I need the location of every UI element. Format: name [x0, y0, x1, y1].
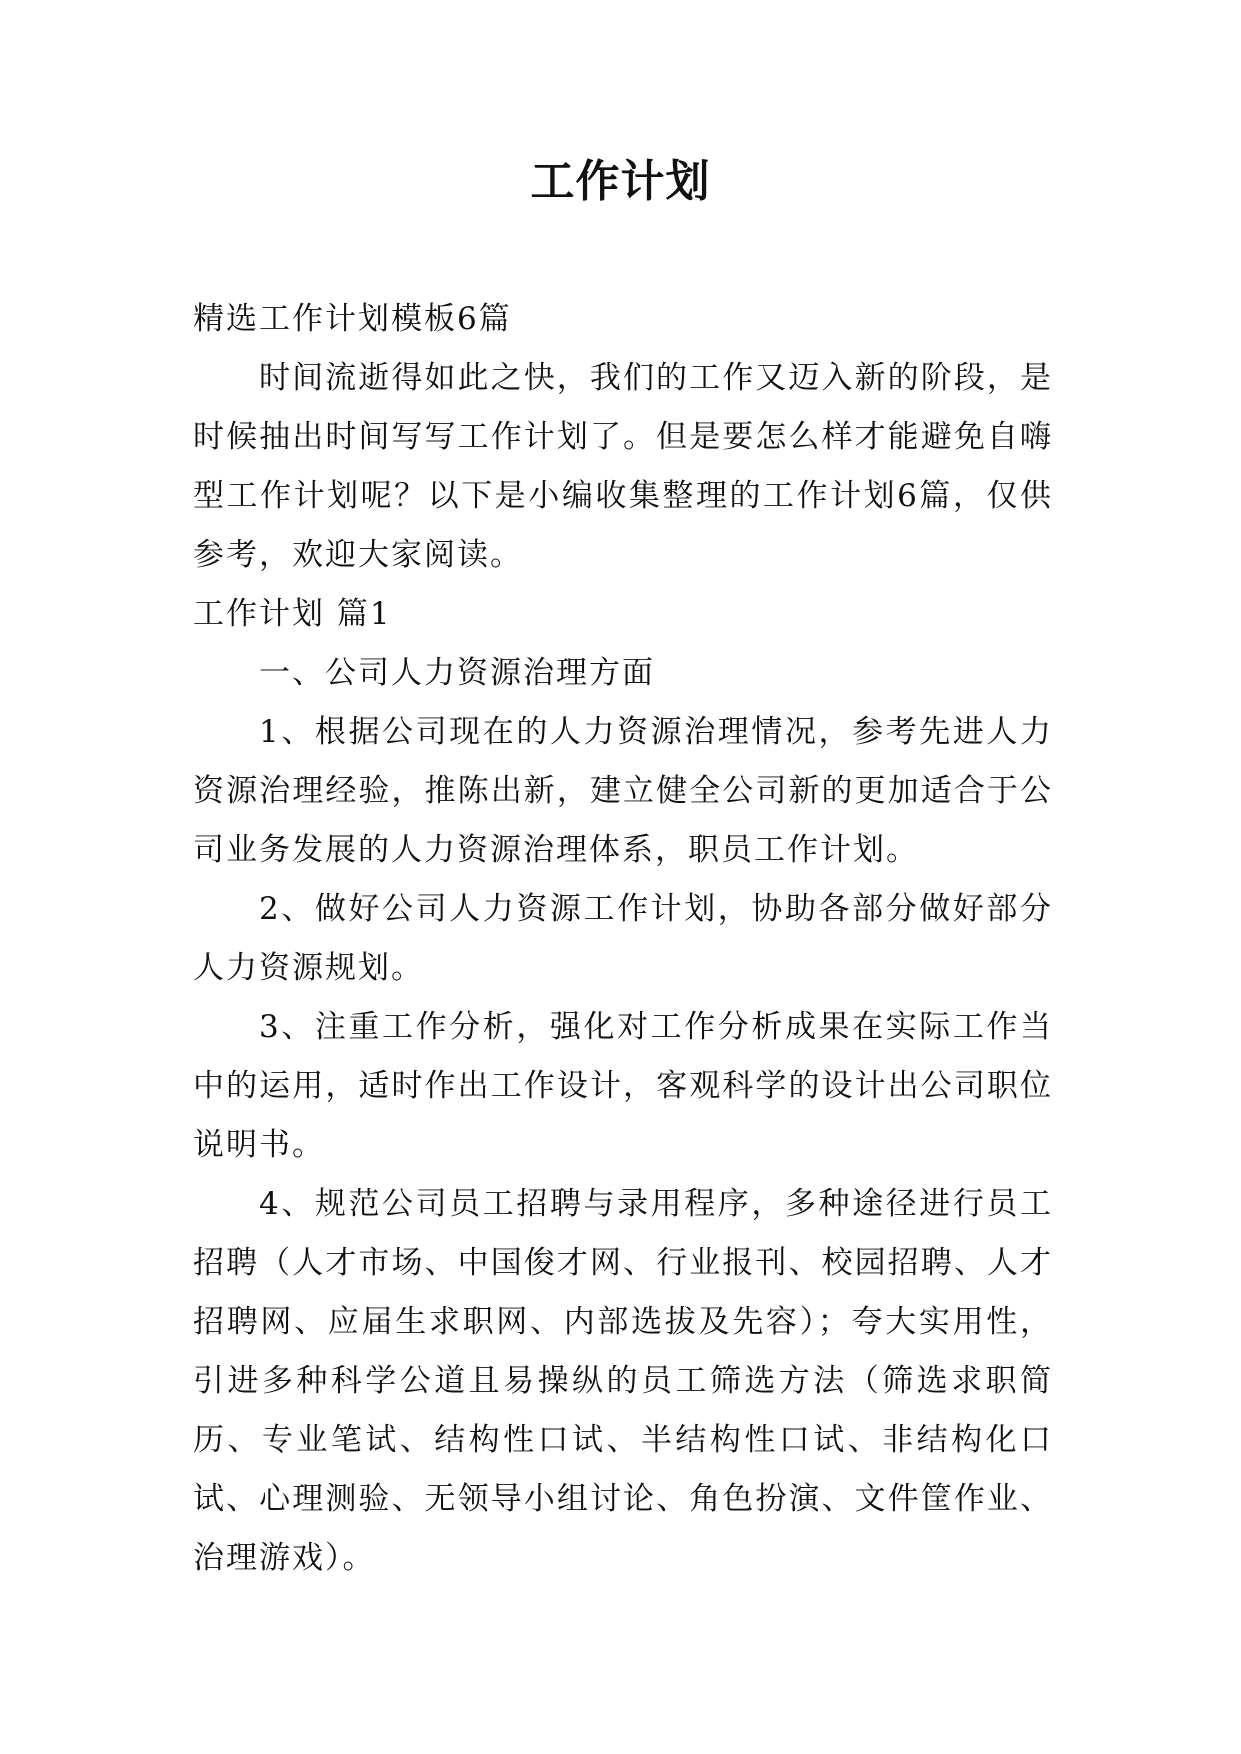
subsection-heading: 一、公司人力资源治理方面	[259, 655, 655, 691]
section-heading: 工作计划 篇1	[193, 596, 392, 632]
list-item-2: 2、做好公司人力资源工作计划，协助各部分做好部分人力资源规划。	[193, 891, 1053, 986]
subtitle-line: 精选工作计划模板6篇	[193, 301, 512, 337]
list-item-3: 3、注重工作分析，强化对工作分析成果在实际工作当中的运用，适时作出工作设计，客观科学的设计出公司职位说明书。	[193, 1009, 1053, 1163]
intro-paragraph: 时间流逝得如此之快，我们的工作又迈入新的阶段，是时候抽出时间写写工作计划了。但是要怎么样才能避免自嗨型工作计划呢？以下是小编收集整理的工作计划6篇，仅供参考，欢迎大家阅读。	[193, 360, 1053, 573]
document-title: 工作计划	[530, 156, 711, 207]
list-item-4: 4、规范公司员工招聘与录用程序，多种途径进行员工招聘（人才市场、中国俊才网、行业报刊、校园招聘、人才招聘网、应届生求职网、内部选拔及先容）；夸大实用性，引进多种科学公道且易操纵的员工筛选方法（筛选求职简历、专业笔试、结构性口试、半结构性口试、非结构化口试、心理测验、无领导小组讨论、角色扮演、文件筐作业、治理游戏）。	[193, 1186, 1053, 1576]
document-body	[193, 290, 1053, 1588]
list-item-1: 1、根据公司现在的人力资源治理情况，参考先进人力资源治理经验，推陈出新，建立健全公司新的更加适合于公司业务发展的人力资源治理体系，职员工作计划。	[193, 714, 1053, 868]
